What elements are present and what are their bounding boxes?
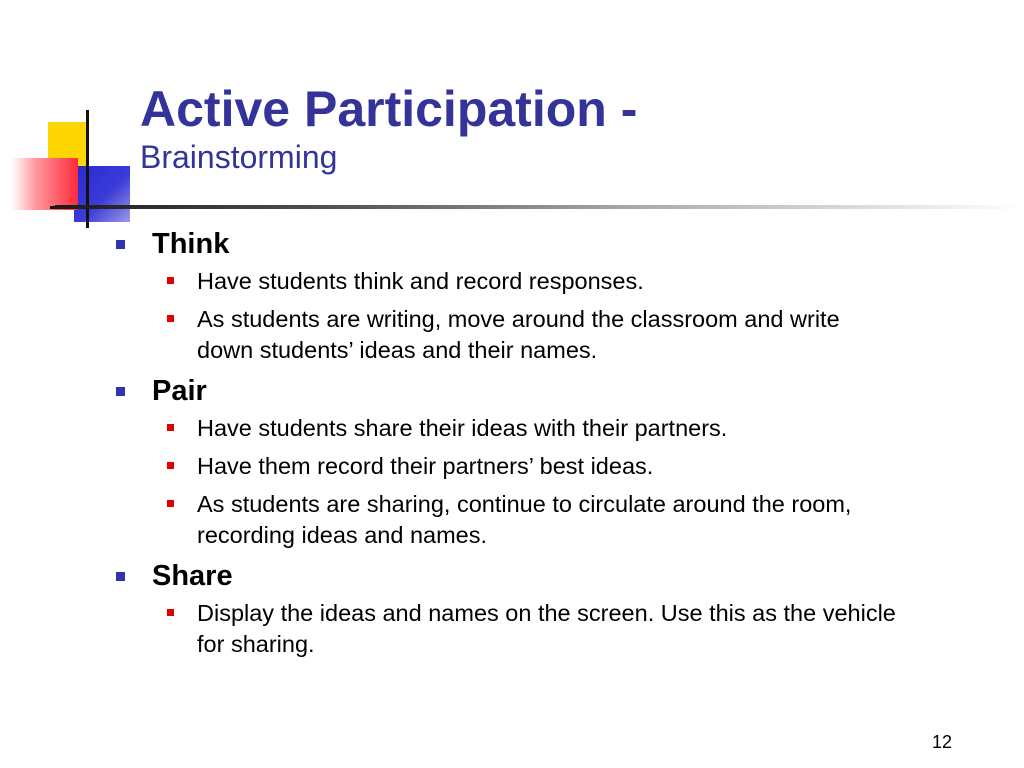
square-bullet-icon — [167, 609, 174, 616]
bullet-heading — [110, 558, 990, 594]
page-number: 12 — [932, 732, 953, 752]
list-item-text: Have students think and record responses. — [197, 268, 644, 294]
list-item-text: Display the ideas and names on the screen. Use this as the vehicle for sharing. — [197, 600, 896, 657]
bullet-heading — [110, 373, 990, 409]
list-item — [110, 266, 897, 297]
square-bullet-icon — [116, 387, 125, 396]
square-bullet-icon — [167, 315, 174, 322]
square-bullet-icon — [116, 240, 125, 249]
square-bullet-icon — [167, 500, 174, 507]
title-underline — [55, 205, 1024, 209]
vertical-line-decoration — [86, 110, 89, 228]
list-item-text: As students are writing, move around the classroom and write down students’ ideas and their names. — [197, 306, 840, 363]
sub-bullet-list — [110, 598, 990, 660]
section-think — [110, 226, 990, 366]
bullet-heading — [110, 226, 990, 262]
heading-text: Pair — [152, 375, 207, 407]
sub-bullet-list — [110, 413, 990, 551]
title-subtitle: Brainstorming — [140, 139, 338, 175]
list-item-text: Have students share their ideas with their partners. — [197, 415, 728, 441]
section-share — [110, 558, 990, 660]
square-bullet-icon — [116, 572, 125, 581]
list-item — [110, 451, 897, 482]
list-item-text: As students are sharing, continue to circulate around the room, recording ideas and names. — [197, 491, 852, 548]
square-bullet-icon — [167, 462, 174, 469]
sub-bullet-list — [110, 266, 990, 366]
section-pair — [110, 373, 990, 551]
blue-square-decoration — [74, 166, 130, 222]
title-main: Active Participation - — [140, 81, 638, 137]
slide-title — [140, 80, 637, 176]
list-item — [110, 413, 897, 444]
decorative-logo — [0, 100, 140, 230]
square-bullet-icon — [167, 277, 174, 284]
list-item — [110, 598, 897, 660]
list-item — [110, 489, 897, 551]
heading-text: Share — [152, 560, 233, 592]
square-bullet-icon — [167, 424, 174, 431]
red-gradient-decoration — [12, 158, 78, 210]
heading-text: Think — [152, 228, 230, 260]
list-item — [110, 304, 897, 366]
slide-body — [110, 226, 990, 667]
list-item-text: Have them record their partners’ best ideas. — [197, 453, 654, 479]
